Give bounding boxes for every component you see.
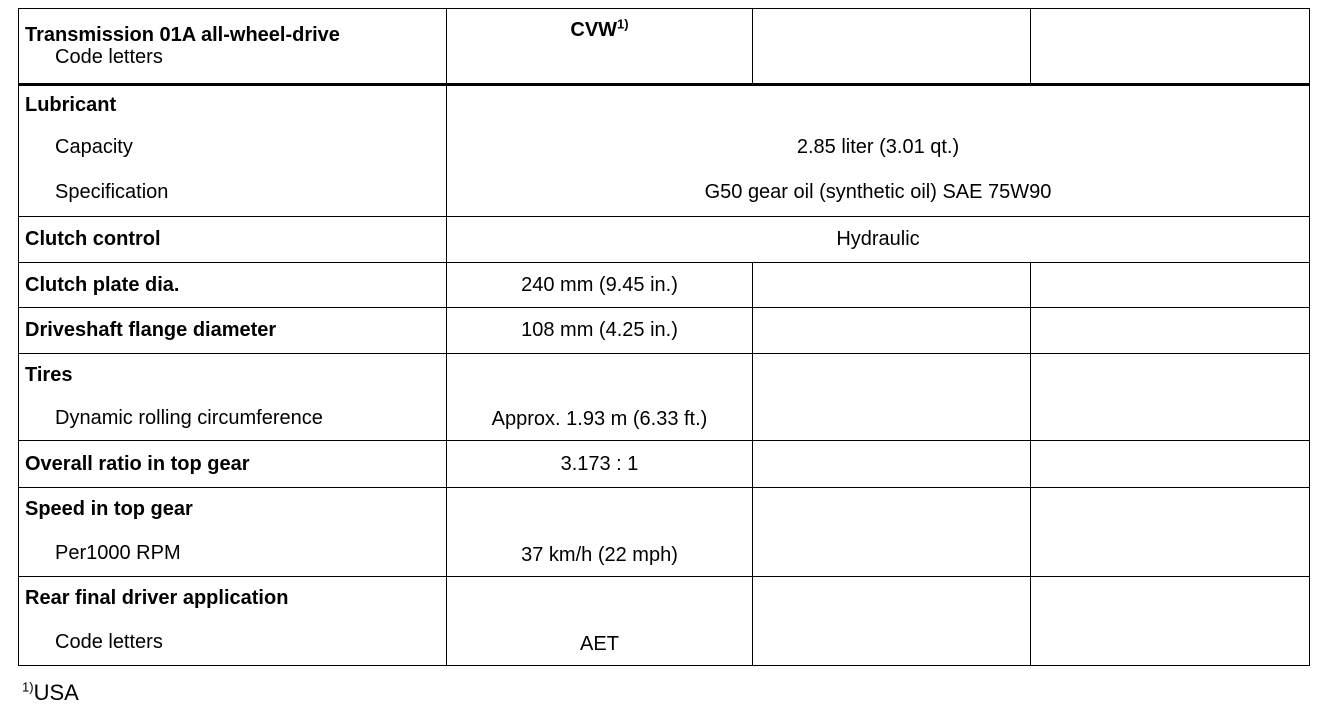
- rear-final-row: [19, 576, 1310, 619]
- rear-final-sub-label: Code letters: [19, 619, 447, 666]
- tires-col3: [1031, 354, 1310, 441]
- header-subtitle: Code letters: [55, 45, 163, 68]
- specification-row: [19, 169, 1310, 216]
- footnote-ref: 1): [617, 16, 629, 32]
- lubricant-label: Lubricant: [19, 84, 447, 124]
- clutch-control-value: Hydraulic: [447, 216, 1310, 263]
- header-label-cell: [19, 9, 447, 85]
- capacity-label: Capacity: [19, 125, 447, 170]
- tires-label: Tires: [19, 354, 447, 397]
- footnote: [22, 680, 79, 706]
- driveshaft-row: [19, 307, 1310, 354]
- footnote-mark: 1): [22, 679, 34, 695]
- driveshaft-label: Driveshaft flange diameter: [19, 307, 447, 354]
- speed-col2: [753, 487, 1031, 576]
- clutch-plate-row: [19, 263, 1310, 308]
- capacity-value: 2.85 liter (3.01 qt.): [447, 125, 1310, 170]
- specification-value: G50 gear oil (synthetic oil) SAE 75W90: [447, 169, 1310, 216]
- rear-final-value: AET: [447, 576, 753, 665]
- header-title: Transmission 01A all-wheel-drive: [25, 23, 340, 46]
- driveshaft-value: 108 mm (4.25 in.): [447, 307, 753, 354]
- rear-final-col2: [753, 576, 1031, 665]
- header-row: [19, 9, 1310, 85]
- tires-sub-label: Dynamic rolling circumference: [19, 396, 447, 441]
- speed-col3: [1031, 487, 1310, 576]
- capacity-row: [19, 125, 1310, 170]
- header-col3: [1031, 9, 1310, 85]
- header-col2: [753, 9, 1031, 85]
- tires-row: [19, 354, 1310, 397]
- lubricant-empty: [447, 84, 1310, 124]
- driveshaft-col2: [753, 307, 1031, 354]
- overall-ratio-value: 3.173 : 1: [447, 441, 753, 488]
- speed-value: 37 km/h (22 mph): [447, 487, 753, 576]
- overall-ratio-col2: [753, 441, 1031, 488]
- footnote-text: USA: [33, 680, 79, 705]
- header-col1-value: CVW: [570, 19, 618, 41]
- rear-final-label: Rear final driver application: [19, 576, 447, 619]
- speed-label: Speed in top gear: [19, 487, 447, 530]
- specification-label: Specification: [19, 169, 447, 216]
- header-col1: [447, 9, 753, 85]
- driveshaft-col3: [1031, 307, 1310, 354]
- speed-row: [19, 487, 1310, 530]
- clutch-plate-value: 240 mm (9.45 in.): [447, 263, 753, 308]
- tires-col2: [753, 354, 1031, 441]
- clutch-control-label: Clutch control: [19, 216, 447, 263]
- clutch-plate-col2: [753, 263, 1031, 308]
- tires-value: Approx. 1.93 m (6.33 ft.): [447, 354, 753, 441]
- lubricant-row: [19, 84, 1310, 124]
- overall-ratio-col3: [1031, 441, 1310, 488]
- speed-sub-label: Per1000 RPM: [19, 530, 447, 577]
- clutch-plate-col3: [1031, 263, 1310, 308]
- overall-ratio-row: [19, 441, 1310, 488]
- overall-ratio-label: Overall ratio in top gear: [19, 441, 447, 488]
- specifications-table: [18, 8, 1309, 666]
- clutch-control-row: [19, 216, 1310, 263]
- rear-final-col3: [1031, 576, 1310, 665]
- clutch-plate-label: Clutch plate dia.: [19, 263, 447, 308]
